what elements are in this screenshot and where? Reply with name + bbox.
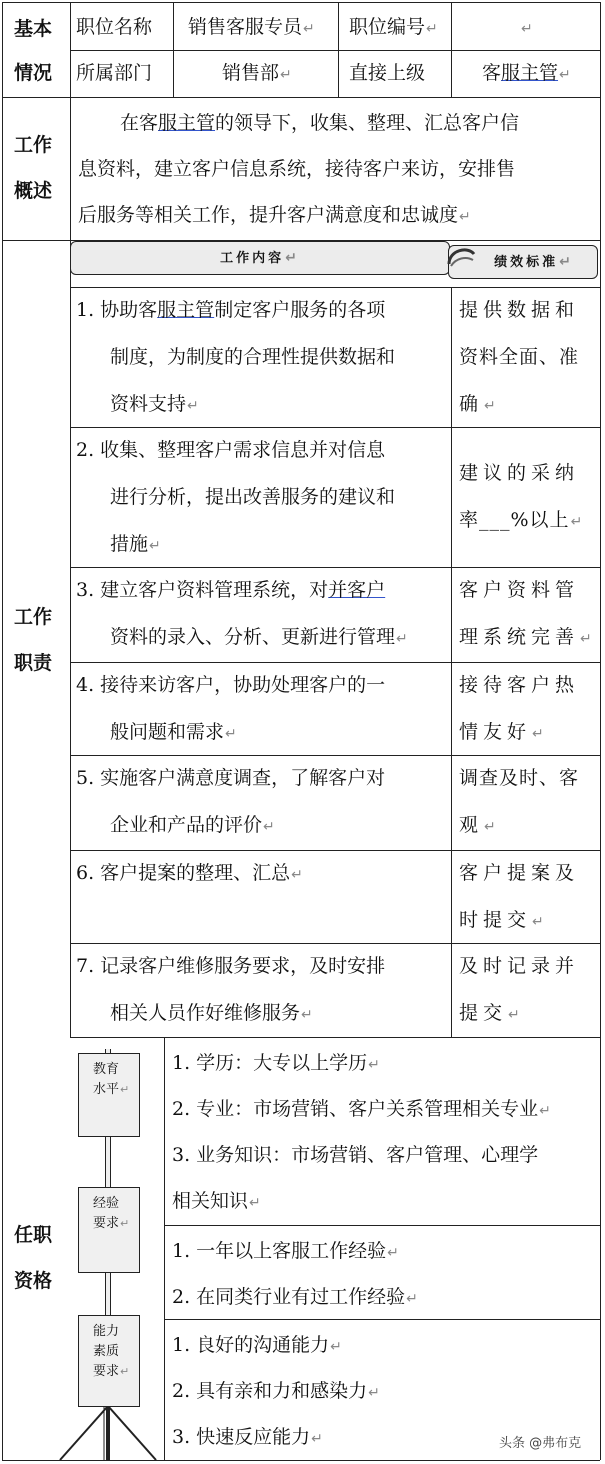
duty-item-line: 资料的录入、分析、更新进行管理↵ [110, 626, 408, 648]
experience-requirement: 2. 在同类行业有过工作经验↵ [172, 1286, 418, 1308]
qualification-label: 任职 [14, 1224, 53, 1246]
overview-label: 概述 [14, 180, 53, 202]
signpost-pole [105, 1273, 111, 1315]
rule-line [2, 2, 3, 1460]
performance-standard: 情友好↵ [459, 721, 549, 743]
duty-item-line: 相关人员作好维修服务↵ [110, 1002, 313, 1024]
performance-standard: 调查及时、客 [459, 767, 580, 789]
rule-line [70, 240, 71, 1037]
duty-item-line: 3. 建立客户资料管理系统，对并客户 [76, 579, 386, 601]
qualification-category-sign: 教育 水平↵ [78, 1053, 140, 1137]
position-name-label: 职位名称 [76, 16, 153, 38]
ability-requirement: 3. 快速反应能力↵ [172, 1426, 323, 1448]
rule-line [173, 50, 174, 97]
performance-standard: 提交↵ [459, 1002, 525, 1024]
education-requirement: 相关知识↵ [172, 1190, 261, 1212]
duties-label: 职责 [14, 652, 53, 674]
duty-item-line: 4. 接待来访客户，协助处理客户的一 [76, 674, 386, 696]
performance-standard: 率___%以上↵ [459, 509, 584, 531]
duty-item-line: 5. 实施客户满意度调查，了解客户对 [76, 767, 386, 789]
position-no-value: ↵ [521, 21, 533, 37]
performance-standard: 观↵ [459, 814, 501, 836]
overview-label: 工作 [14, 134, 53, 156]
ability-requirement: 2. 具有亲和力和感染力↵ [172, 1380, 380, 1402]
duty-item-line: 资料支持↵ [110, 393, 199, 415]
duty-item-line: 7. 记录客户维修服务要求，及时安排 [76, 955, 386, 977]
performance-standard: 资料全面、准 [459, 346, 580, 368]
page-curl-icon [446, 242, 476, 268]
supervisor-value: 客服主管↵ [482, 62, 571, 84]
supervisor-label: 直接上级 [349, 62, 426, 84]
education-requirement: 3. 业务知识：市场营销、客户管理、心理学 [172, 1144, 539, 1166]
watermark: 头条 @弗布克 [497, 1432, 583, 1451]
department-value: 销售部↵ [222, 62, 292, 84]
performance-standard: 接待客户热 [459, 674, 580, 696]
rule-line [2, 2, 600, 3]
duties-label: 工作 [14, 606, 53, 628]
department-label: 所属部门 [76, 62, 153, 84]
duty-item-line: 2. 收集、整理客户需求信息并对信息 [76, 439, 386, 461]
rule-line [173, 2, 174, 50]
basic-label: 情况 [14, 62, 53, 84]
ability-requirement: 1. 良好的沟通能力↵ [172, 1334, 342, 1356]
performance-standard: 客户资料管 [459, 579, 580, 601]
performance-standard: 及时记录并 [459, 955, 580, 977]
performance-standard-header: 绩效标准↵ [448, 245, 598, 279]
duty-item-line: 制度，为制度的合理性提供数据和 [110, 346, 396, 368]
rule-line [70, 97, 71, 240]
experience-requirement: 1. 一年以上客服工作经验↵ [172, 1240, 399, 1262]
duty-item-line: 企业和产品的评价↵ [110, 814, 275, 836]
duty-item-line: 措施↵ [110, 533, 161, 555]
performance-standard: 提供数据和 [459, 299, 580, 321]
qualification-category-sign: 能力 素质 要求↵ [78, 1315, 140, 1407]
qualification-label: 资格 [14, 1270, 53, 1292]
signpost-tripod-icon [50, 1406, 170, 1462]
rule-line [600, 2, 601, 1460]
performance-standard: 确↵ [459, 393, 501, 415]
work-content-header: 工作内容↵ [70, 241, 450, 275]
education-requirement: 1. 学历：大专以上学历↵ [172, 1052, 380, 1074]
position-no-label: 职位编号↵ [349, 16, 438, 38]
performance-standard: 建议的采纳 [459, 462, 580, 484]
education-requirement: 2. 专业：市场营销、客户关系管理相关专业↵ [172, 1098, 551, 1120]
overview-line: 后服务等相关工作，提升客户满意度和忠诚度↵ [78, 204, 471, 226]
rule-line [164, 1037, 165, 1460]
qualification-category-sign: 经验 要求↵ [78, 1187, 140, 1273]
overview-line: 在客服主管的领导下，收集、整理、汇总客户信 [120, 112, 520, 134]
duty-item-line: 进行分析，提出改善服务的建议和 [110, 486, 396, 508]
performance-standard: 客户提案及 [459, 862, 580, 884]
position-name-value: 销售客服专员↵ [188, 16, 315, 38]
duty-item-line: 1. 协助客服主管制定客户服务的各项 [76, 299, 386, 321]
duty-item-line: 6. 客户提案的整理、汇总↵ [76, 862, 303, 884]
performance-standard: 时提交↵ [459, 909, 549, 931]
overview-line: 息资料，建立客户信息系统，接待客户来访，安排售 [78, 158, 516, 180]
performance-standard: 理系统完善↵ [459, 626, 597, 648]
duty-item-line: 般问题和需求↵ [110, 721, 237, 743]
basic-label: 基本 [14, 18, 53, 40]
signpost-pole [105, 1137, 111, 1187]
